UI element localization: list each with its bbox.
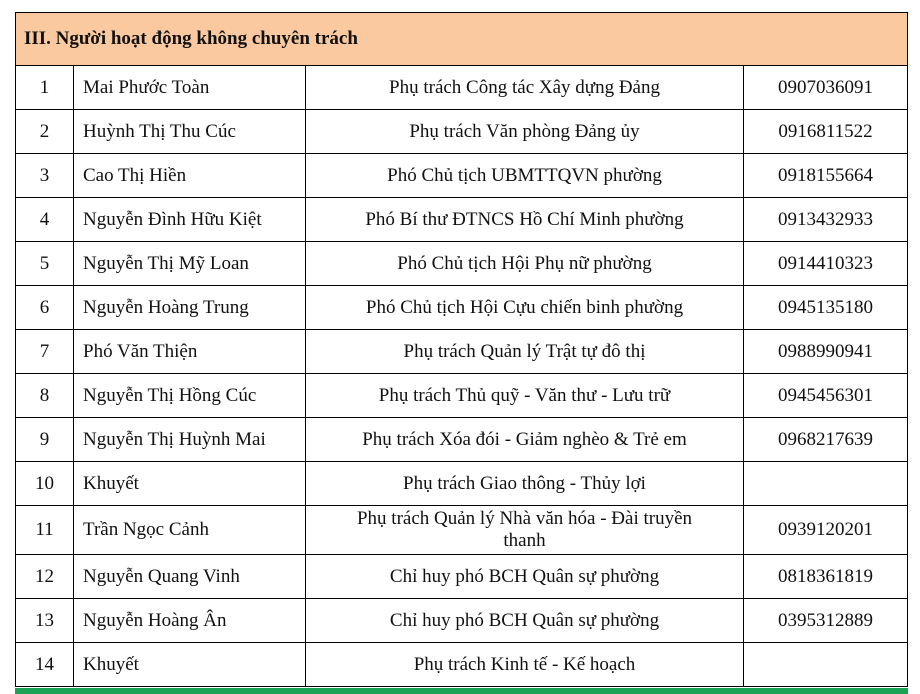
table-row	[16, 242, 908, 286]
table-row	[16, 555, 908, 599]
person-name: Nguyễn Quang Vinh	[74, 555, 306, 599]
table-row	[16, 374, 908, 418]
row-number: 9	[16, 418, 74, 462]
person-name: Phó Văn Thiện	[74, 330, 306, 374]
section-title: III. Người hoạt động không chuyên trách	[16, 13, 908, 66]
person-phone	[744, 643, 908, 687]
section-header-row	[16, 13, 908, 66]
next-section-header-edge	[15, 688, 908, 694]
person-phone: 0988990941	[744, 330, 908, 374]
person-role: Phụ trách Giao thông - Thủy lợi	[306, 462, 744, 506]
table-row	[16, 66, 908, 110]
person-name: Nguyễn Thị Hồng Cúc	[74, 374, 306, 418]
person-role: Phó Chủ tịch Hội Phụ nữ phường	[306, 242, 744, 286]
table-row	[16, 286, 908, 330]
person-phone: 0907036091	[744, 66, 908, 110]
person-name: Nguyễn Thị Mỹ Loan	[74, 242, 306, 286]
table-row	[16, 643, 908, 687]
person-name: Nguyễn Hoàng Trung	[74, 286, 306, 330]
person-name: Mai Phước Toàn	[74, 66, 306, 110]
person-phone: 0945135180	[744, 286, 908, 330]
person-role: Phụ trách Quản lý Trật tự đô thị	[306, 330, 744, 374]
table-row	[16, 198, 908, 242]
person-name: Khuyết	[74, 462, 306, 506]
person-name: Nguyễn Hoàng Ân	[74, 599, 306, 643]
staff-table-container	[15, 12, 907, 687]
person-role: Chỉ huy phó BCH Quân sự phường	[306, 599, 744, 643]
person-role: Chỉ huy phó BCH Quân sự phường	[306, 555, 744, 599]
staff-table	[15, 12, 908, 687]
person-phone: 0916811522	[744, 110, 908, 154]
person-name: Nguyễn Đình Hữu Kiệt	[74, 198, 306, 242]
table-row	[16, 599, 908, 643]
row-number: 8	[16, 374, 74, 418]
person-role: Phụ trách Thủ quỹ - Văn thư - Lưu trữ	[306, 374, 744, 418]
person-phone: 0968217639	[744, 418, 908, 462]
person-name: Trần Ngọc Cảnh	[74, 506, 306, 555]
person-role: Phụ trách Kinh tế - Kế hoạch	[306, 643, 744, 687]
row-number: 2	[16, 110, 74, 154]
table-row	[16, 110, 908, 154]
person-role: Phó Chủ tịch UBMTTQVN phường	[306, 154, 744, 198]
row-number: 7	[16, 330, 74, 374]
row-number: 3	[16, 154, 74, 198]
row-number: 10	[16, 462, 74, 506]
row-number: 1	[16, 66, 74, 110]
person-phone: 0914410323	[744, 242, 908, 286]
person-role: Phó Bí thư ĐTNCS Hồ Chí Minh phường	[306, 198, 744, 242]
row-number: 12	[16, 555, 74, 599]
person-phone: 0913432933	[744, 198, 908, 242]
person-name: Cao Thị Hiền	[74, 154, 306, 198]
person-role-cell	[306, 506, 744, 555]
person-name: Nguyễn Thị Huỳnh Mai	[74, 418, 306, 462]
table-row	[16, 462, 908, 506]
row-number: 11	[16, 506, 74, 555]
person-phone: 0395312889	[744, 599, 908, 643]
person-name: Khuyết	[74, 643, 306, 687]
table-row	[16, 418, 908, 462]
row-number: 6	[16, 286, 74, 330]
person-phone: 0945456301	[744, 374, 908, 418]
person-role: Phụ trách Công tác Xây dựng Đảng	[306, 66, 744, 110]
person-role: Phụ trách Văn phòng Đảng ủy	[306, 110, 744, 154]
person-phone	[744, 462, 908, 506]
person-role: Phụ trách Quản lý Nhà văn hóa - Đài truyền thanh	[356, 508, 693, 551]
row-number: 4	[16, 198, 74, 242]
table-row	[16, 330, 908, 374]
staff-table-body	[16, 13, 908, 687]
row-number: 14	[16, 643, 74, 687]
table-row	[16, 506, 908, 555]
person-phone: 0939120201	[744, 506, 908, 555]
person-name: Huỳnh Thị Thu Cúc	[74, 110, 306, 154]
table-row	[16, 154, 908, 198]
person-phone: 0918155664	[744, 154, 908, 198]
person-role: Phụ trách Xóa đói - Giảm nghèo & Trẻ em	[306, 418, 744, 462]
person-role: Phó Chủ tịch Hội Cựu chiến binh phường	[306, 286, 744, 330]
row-number: 13	[16, 599, 74, 643]
person-phone: 0818361819	[744, 555, 908, 599]
row-number: 5	[16, 242, 74, 286]
